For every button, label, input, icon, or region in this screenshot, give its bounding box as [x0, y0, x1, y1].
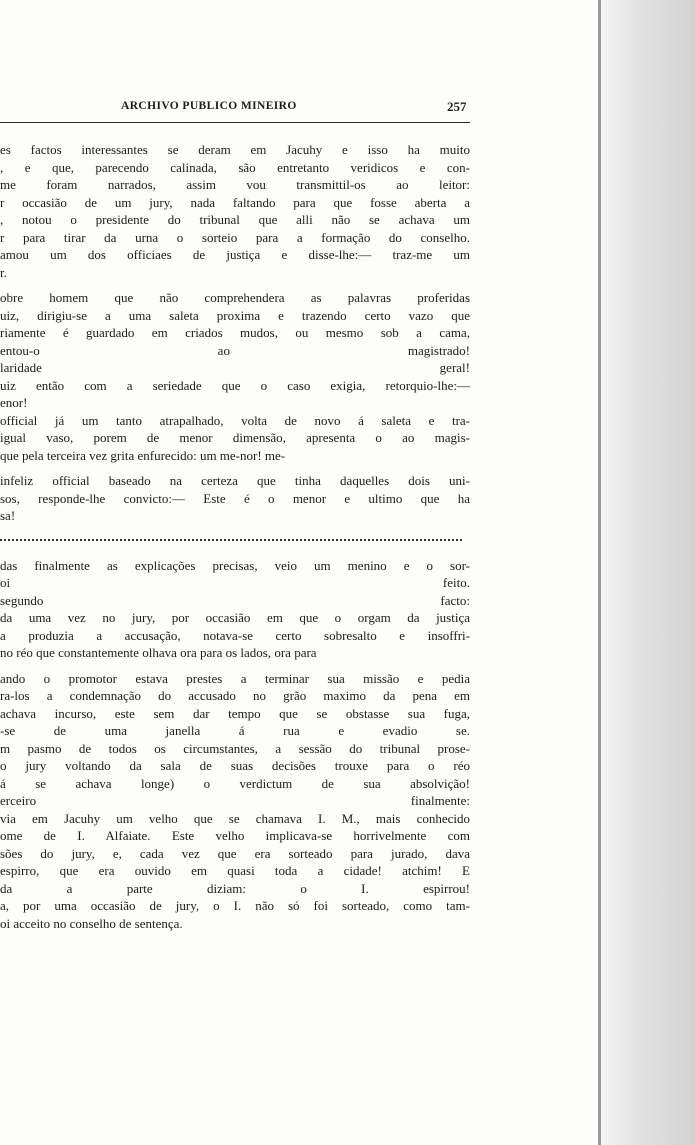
page-header — [0, 99, 470, 117]
paragraph — [0, 472, 470, 525]
text-line: m pasmo de todos os circumstantes, a sessão do tribunal prose- — [0, 740, 470, 756]
text-line: da a parte diziam: o I. espirrou! — [0, 880, 470, 896]
text-line: uiz então com a seriedade que o caso exigia, retorquio-lhe:— — [0, 377, 470, 393]
page-number: 257 — [447, 99, 467, 114]
text-line: enor! — [0, 395, 28, 410]
text-line: , notou o presidente do tribunal que alli não se achava um — [0, 212, 470, 227]
text-line: laridade geral! — [0, 360, 470, 375]
text-line: entou-o ao magistrado! — [0, 342, 470, 358]
paragraph — [0, 289, 470, 464]
text-line: erceiro finalmente: — [0, 793, 470, 808]
text-line: ando o promotor estava prestes a terminar sua missão e pedia — [0, 670, 470, 686]
text-line: sões do jury, e, cada vez que era sorteado para jurado, dava — [0, 845, 470, 861]
page-gutter-shadow — [596, 0, 695, 1145]
text-line: que pela terceira vez grita enfurecido: um me-nor! me- — [0, 447, 286, 463]
text-line: r. — [0, 264, 7, 280]
text-line: oi acceito no conselho de sentença. — [0, 915, 183, 931]
text-line: á se achava longe) o verdictum de sua absolvição! — [0, 775, 470, 791]
text-line: espirro, que era ouvido em quasi toda a cidade! atchim! E — [0, 863, 470, 878]
text-line: me foram narrados, assim vou transmittil-os ao leitor: — [0, 177, 470, 192]
text-line: riamente é guardado em criados mudos, ou mesmo sob a cama, — [0, 325, 470, 340]
text-line: r occasião de um jury, nada faltando para que fosse aberta a — [0, 194, 470, 210]
text-line: igual vaso, porem de menor dimensão, apresenta o ao magis- — [0, 430, 470, 445]
text-line: uiz, dirigiu-se a uma saleta proxima e trazendo certo vazo que — [0, 307, 470, 323]
text-line: sos, responde-lhe convicto:— Este é o menor e ultimo que ha — [0, 490, 470, 506]
text-line: a, por uma occasião de jury, o I. não só foi sorteado, como tam- — [0, 898, 470, 913]
text-line: infeliz official baseado na certeza que tinha daquelles dois uni- — [0, 473, 470, 488]
text-line: ome de I. Alfaiate. Este velho implicava-se horrivelmente com — [0, 828, 470, 843]
text-before-separator — [0, 141, 470, 525]
text-line: o jury voltando da sala de suas decisões trouxe para o réo — [0, 758, 470, 773]
running-title: ARCHIVO PUBLICO MINEIRO — [121, 100, 297, 112]
text-line: ra-los a condemnação do accusado no grão maximo da pena em — [0, 688, 470, 703]
text-line: amou um dos officiaes de justiça e disse-lhe:— traz-me um — [0, 247, 470, 262]
paragraph — [0, 141, 470, 281]
header-rule — [0, 122, 470, 123]
text-line: sa! — [0, 508, 16, 523]
text-line: a produzia a accusação, notava-se certo sobresalto e insoffri- — [0, 627, 470, 643]
paragraph — [0, 670, 470, 933]
text-line: das finalmente as explicações precisas, veio um menino e o sor- — [0, 557, 470, 573]
dotted-separator — [0, 539, 462, 549]
text-line: da uma vez no jury, por occasião em que o orgam da justiça — [0, 610, 470, 625]
text-line: via em Jacuhy um velho que se chamava I. M., mais conhecido — [0, 810, 470, 826]
text-line: segundo facto: — [0, 592, 470, 608]
text-line: achava incurso, este sem dar tempo que se obstasse sua fuga, — [0, 705, 470, 721]
body-text — [0, 141, 470, 932]
text-line: -se de uma janella á rua e evadio se. — [0, 723, 470, 738]
paragraph — [0, 557, 470, 662]
text-line: es factos interessantes se deram em Jacuhy e isso ha muito — [0, 142, 470, 157]
text-line: obre homem que não comprehendera as palavras proferidas — [0, 290, 470, 305]
text-line: r para tirar da urna o sorteio para a formação do conselho. — [0, 229, 470, 245]
text-line: , e que, parecendo calinada, são entretanto veridicos e con- — [0, 159, 470, 175]
text-line: no réo que constantemente olhava ora para os lados, ora para — [0, 645, 317, 660]
text-line: oi feito. — [0, 575, 470, 590]
text-after-separator — [0, 557, 470, 933]
page-edge-line — [598, 0, 601, 1145]
text-line: official já um tanto atrapalhado, volta de novo á saleta e tra- — [0, 412, 470, 428]
